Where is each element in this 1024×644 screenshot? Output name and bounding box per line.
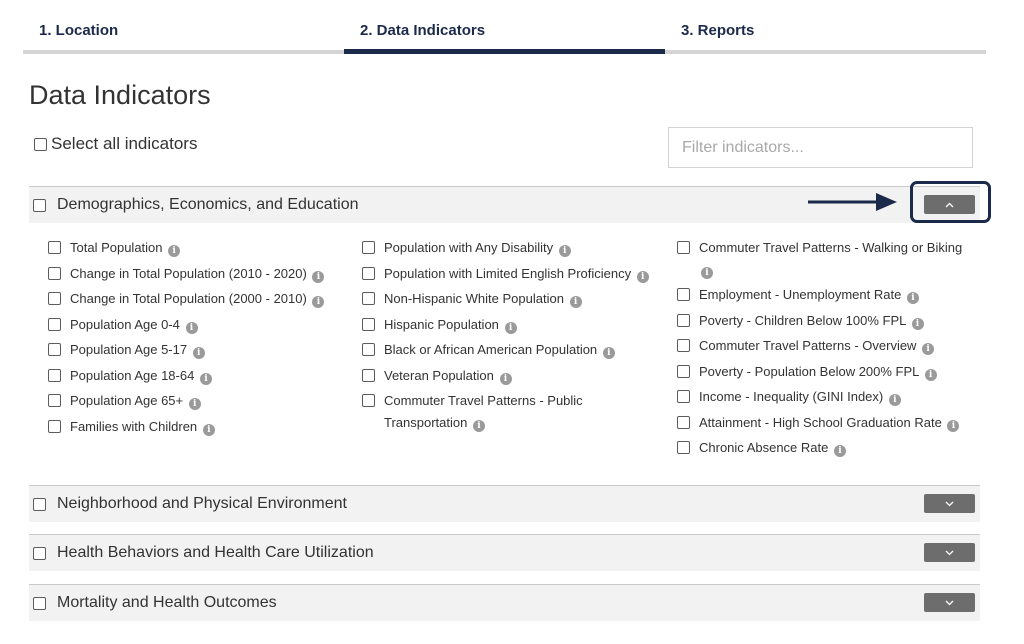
checkbox[interactable] [48,369,61,382]
info-icon[interactable]: i [312,271,324,283]
indicator-label: Population with Limited English Proficiency [384,265,632,281]
step-data-indicators[interactable] [344,0,665,54]
indicator-item[interactable] [677,335,977,357]
checkbox[interactable] [48,292,61,305]
indicator-item[interactable] [362,339,662,361]
info-icon[interactable]: i [922,343,934,355]
indicator-label: Hispanic Population [384,316,499,332]
indicator-item[interactable] [362,288,662,310]
indicator-label: Population with Any Disability [384,240,554,255]
checkbox[interactable] [48,343,61,356]
indicator-label: Attainment - High School Graduation Rate [699,414,942,430]
checkbox[interactable] [362,369,375,382]
indicator-label: Poverty - Population Below 200% FPL [699,363,919,379]
info-icon[interactable]: i [603,347,615,359]
info-icon[interactable]: i [168,245,180,257]
step-label: 1. Location [39,22,119,39]
indicator-label: Black or African American Population [384,342,598,357]
highlight-box [910,181,991,223]
indicator-item[interactable] [48,416,348,438]
info-icon[interactable]: i [200,373,212,385]
info-icon[interactable]: i [637,271,649,283]
step-location[interactable] [23,0,344,54]
indicator-label: Poverty - Children Below 100% FPL [699,312,906,328]
info-icon[interactable]: i [925,369,937,381]
indicator-item[interactable] [677,437,977,459]
category-checkbox[interactable] [33,199,46,212]
checkbox[interactable] [362,292,375,305]
step-bar-active [344,49,665,54]
checkbox[interactable] [362,241,375,254]
info-icon[interactable]: i [500,373,512,385]
category-label: Health Behaviors and Health Care Utilization [57,544,374,561]
category-header-neighborhood[interactable] [29,485,980,522]
info-icon[interactable]: i [907,292,919,304]
info-icon[interactable]: i [189,398,201,410]
checkbox[interactable] [48,241,61,254]
indicator-item[interactable] [362,314,662,336]
indicator-item[interactable] [48,314,348,336]
checkbox[interactable] [677,288,690,301]
indicator-label: Non-Hispanic White Population [384,291,564,306]
category-label: Neighborhood and Physical Environment [57,495,347,512]
indicator-label: Income - Inequality (GINI Index) [699,389,884,404]
indicator-item[interactable] [677,386,977,408]
info-icon[interactable]: i [912,318,924,330]
progress-steps [23,0,986,54]
indicator-label: Population Age 0-4 [70,316,180,332]
indicator-label: Commuter Travel Patterns - Walking or Biking [699,240,963,255]
indicator-item[interactable] [48,237,348,259]
expand-button[interactable] [924,494,975,513]
info-icon[interactable]: i [473,420,485,432]
category-label: Demographics, Economics, and Education [57,196,359,213]
category-header-mortality[interactable] [29,584,980,621]
filter-indicators-input[interactable] [668,127,973,168]
indicator-item[interactable] [48,263,348,285]
info-icon[interactable]: i [947,420,959,432]
checkbox[interactable] [677,241,690,254]
checkbox[interactable] [34,138,47,151]
indicator-label: Change in Total Population (2010 - 2020) [70,265,307,281]
info-icon[interactable]: i [559,245,571,257]
info-icon[interactable]: i [505,322,517,334]
indicator-item[interactable] [677,412,977,434]
indicator-column-1 [48,237,348,441]
indicator-item[interactable] [48,339,348,361]
category-label: Mortality and Health Outcomes [57,594,277,611]
select-all-label: Select all indicators [51,134,198,153]
indicator-item[interactable] [48,365,348,387]
indicator-label: Veteran Population [384,367,494,383]
info-icon[interactable]: i [889,394,901,406]
indicator-item[interactable] [677,310,977,332]
checkbox[interactable] [677,365,690,378]
indicator-label: Population Age 65+ [70,393,184,408]
indicator-label: Chronic Absence Rate [699,440,829,455]
indicator-item[interactable] [362,237,662,259]
checkbox[interactable] [48,394,61,407]
checkbox[interactable] [48,267,61,280]
indicator-column-2 [362,237,662,437]
checkbox[interactable] [48,420,61,433]
indicator-item[interactable] [677,237,977,280]
indicator-label: Change in Total Population (2000 - 2010) [70,291,307,306]
indicator-label: Total Population [70,240,163,255]
info-icon[interactable]: i [701,267,713,279]
info-icon[interactable]: i [570,296,582,308]
step-label: 2. Data Indicators [360,22,486,39]
checkbox[interactable] [362,343,375,356]
chevron-down-icon [945,600,954,606]
step-bar [23,50,344,54]
checkbox[interactable] [677,339,690,352]
checkbox[interactable] [677,416,690,429]
step-reports[interactable] [665,0,986,54]
indicator-item[interactable] [677,284,977,306]
indicator-column-3 [677,237,977,463]
indicator-item[interactable] [362,390,662,433]
checkbox[interactable] [362,267,375,280]
checkbox[interactable] [677,314,690,327]
category-checkbox[interactable] [33,498,46,511]
indicator-label: Population Age 5-17 [70,342,188,357]
indicator-item[interactable] [48,390,348,412]
info-icon[interactable]: i [186,322,198,334]
indicator-item[interactable] [362,365,662,387]
checkbox[interactable] [362,318,375,331]
checkbox[interactable] [677,441,690,454]
expand-button[interactable] [924,543,975,562]
checkbox[interactable] [677,390,690,403]
info-icon[interactable]: i [203,424,215,436]
category-checkbox[interactable] [33,547,46,560]
select-all-checkbox[interactable] [34,134,197,154]
step-bar [665,50,986,54]
arrow-right-icon [808,191,898,213]
indicator-label: Employment - Unemployment Rate [699,287,902,302]
indicator-item[interactable] [48,288,348,310]
expand-button[interactable] [924,593,975,612]
checkbox[interactable] [48,318,61,331]
indicator-label: Commuter Travel Patterns - Overview [699,338,917,353]
indicator-item[interactable] [362,263,662,285]
indicator-label: Commuter Travel Patterns - Public Transportation [384,393,583,430]
indicator-label: Population Age 18-64 [70,367,195,383]
chevron-down-icon [945,501,954,507]
category-checkbox[interactable] [33,597,46,610]
indicator-label: Families with Children [70,418,198,434]
chevron-down-icon [945,550,954,556]
step-label: 3. Reports [681,22,755,39]
page-title: Data Indicators [29,80,211,110]
info-icon[interactable]: i [193,347,205,359]
info-icon[interactable]: i [834,445,846,457]
category-header-health-behaviors[interactable] [29,534,980,571]
indicator-item[interactable] [677,361,977,383]
checkbox[interactable] [362,394,375,407]
info-icon[interactable]: i [312,296,324,308]
